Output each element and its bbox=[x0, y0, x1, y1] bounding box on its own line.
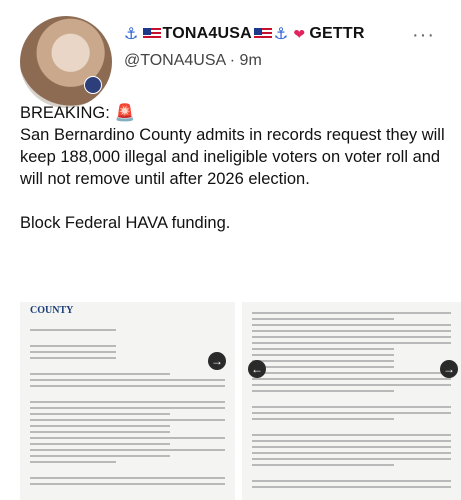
display-name[interactable]: TONA4USA bbox=[162, 25, 252, 42]
headline: BREAKING: bbox=[20, 104, 110, 122]
us-flag-icon bbox=[254, 28, 272, 40]
anchor-icon: ⚓ bbox=[124, 26, 139, 43]
document-image-1[interactable] bbox=[20, 302, 235, 500]
previous-image-arrow-icon[interactable]: ← bbox=[248, 360, 266, 378]
handle-line bbox=[124, 52, 461, 70]
siren-icon: 🚨 bbox=[114, 104, 135, 122]
avatar-badge-icon bbox=[84, 76, 102, 94]
more-options-button[interactable]: ··· bbox=[412, 24, 435, 46]
next-image-arrow-icon[interactable]: → bbox=[440, 360, 458, 378]
county-logo: COUNTY bbox=[30, 305, 74, 316]
post-body: San Bernardino County admits in records request they will keep 188,000 illegal and ineligible voters on voter roll and will not remove until after 2026 election. bbox=[20, 126, 445, 188]
gettr-label: GETTR bbox=[309, 25, 365, 42]
handle[interactable]: @TONA4USA bbox=[124, 52, 226, 69]
us-flag-icon bbox=[143, 28, 161, 40]
post-footer: Block Federal HAVA funding. bbox=[20, 214, 231, 232]
avatar[interactable] bbox=[20, 16, 112, 108]
separator: · bbox=[229, 52, 236, 69]
document-image-2[interactable] bbox=[242, 302, 461, 500]
post-header bbox=[124, 24, 461, 70]
image-carousel[interactable] bbox=[20, 302, 461, 500]
headline-line bbox=[20, 102, 450, 124]
anchor-icon: ⚓ bbox=[273, 26, 289, 43]
post-text bbox=[20, 102, 450, 234]
next-image-arrow-icon[interactable]: → bbox=[208, 352, 226, 370]
timestamp[interactable]: 9m bbox=[239, 52, 262, 69]
display-name-line[interactable] bbox=[124, 24, 461, 44]
gettr-logo-icon: ❤ bbox=[293, 25, 306, 42]
